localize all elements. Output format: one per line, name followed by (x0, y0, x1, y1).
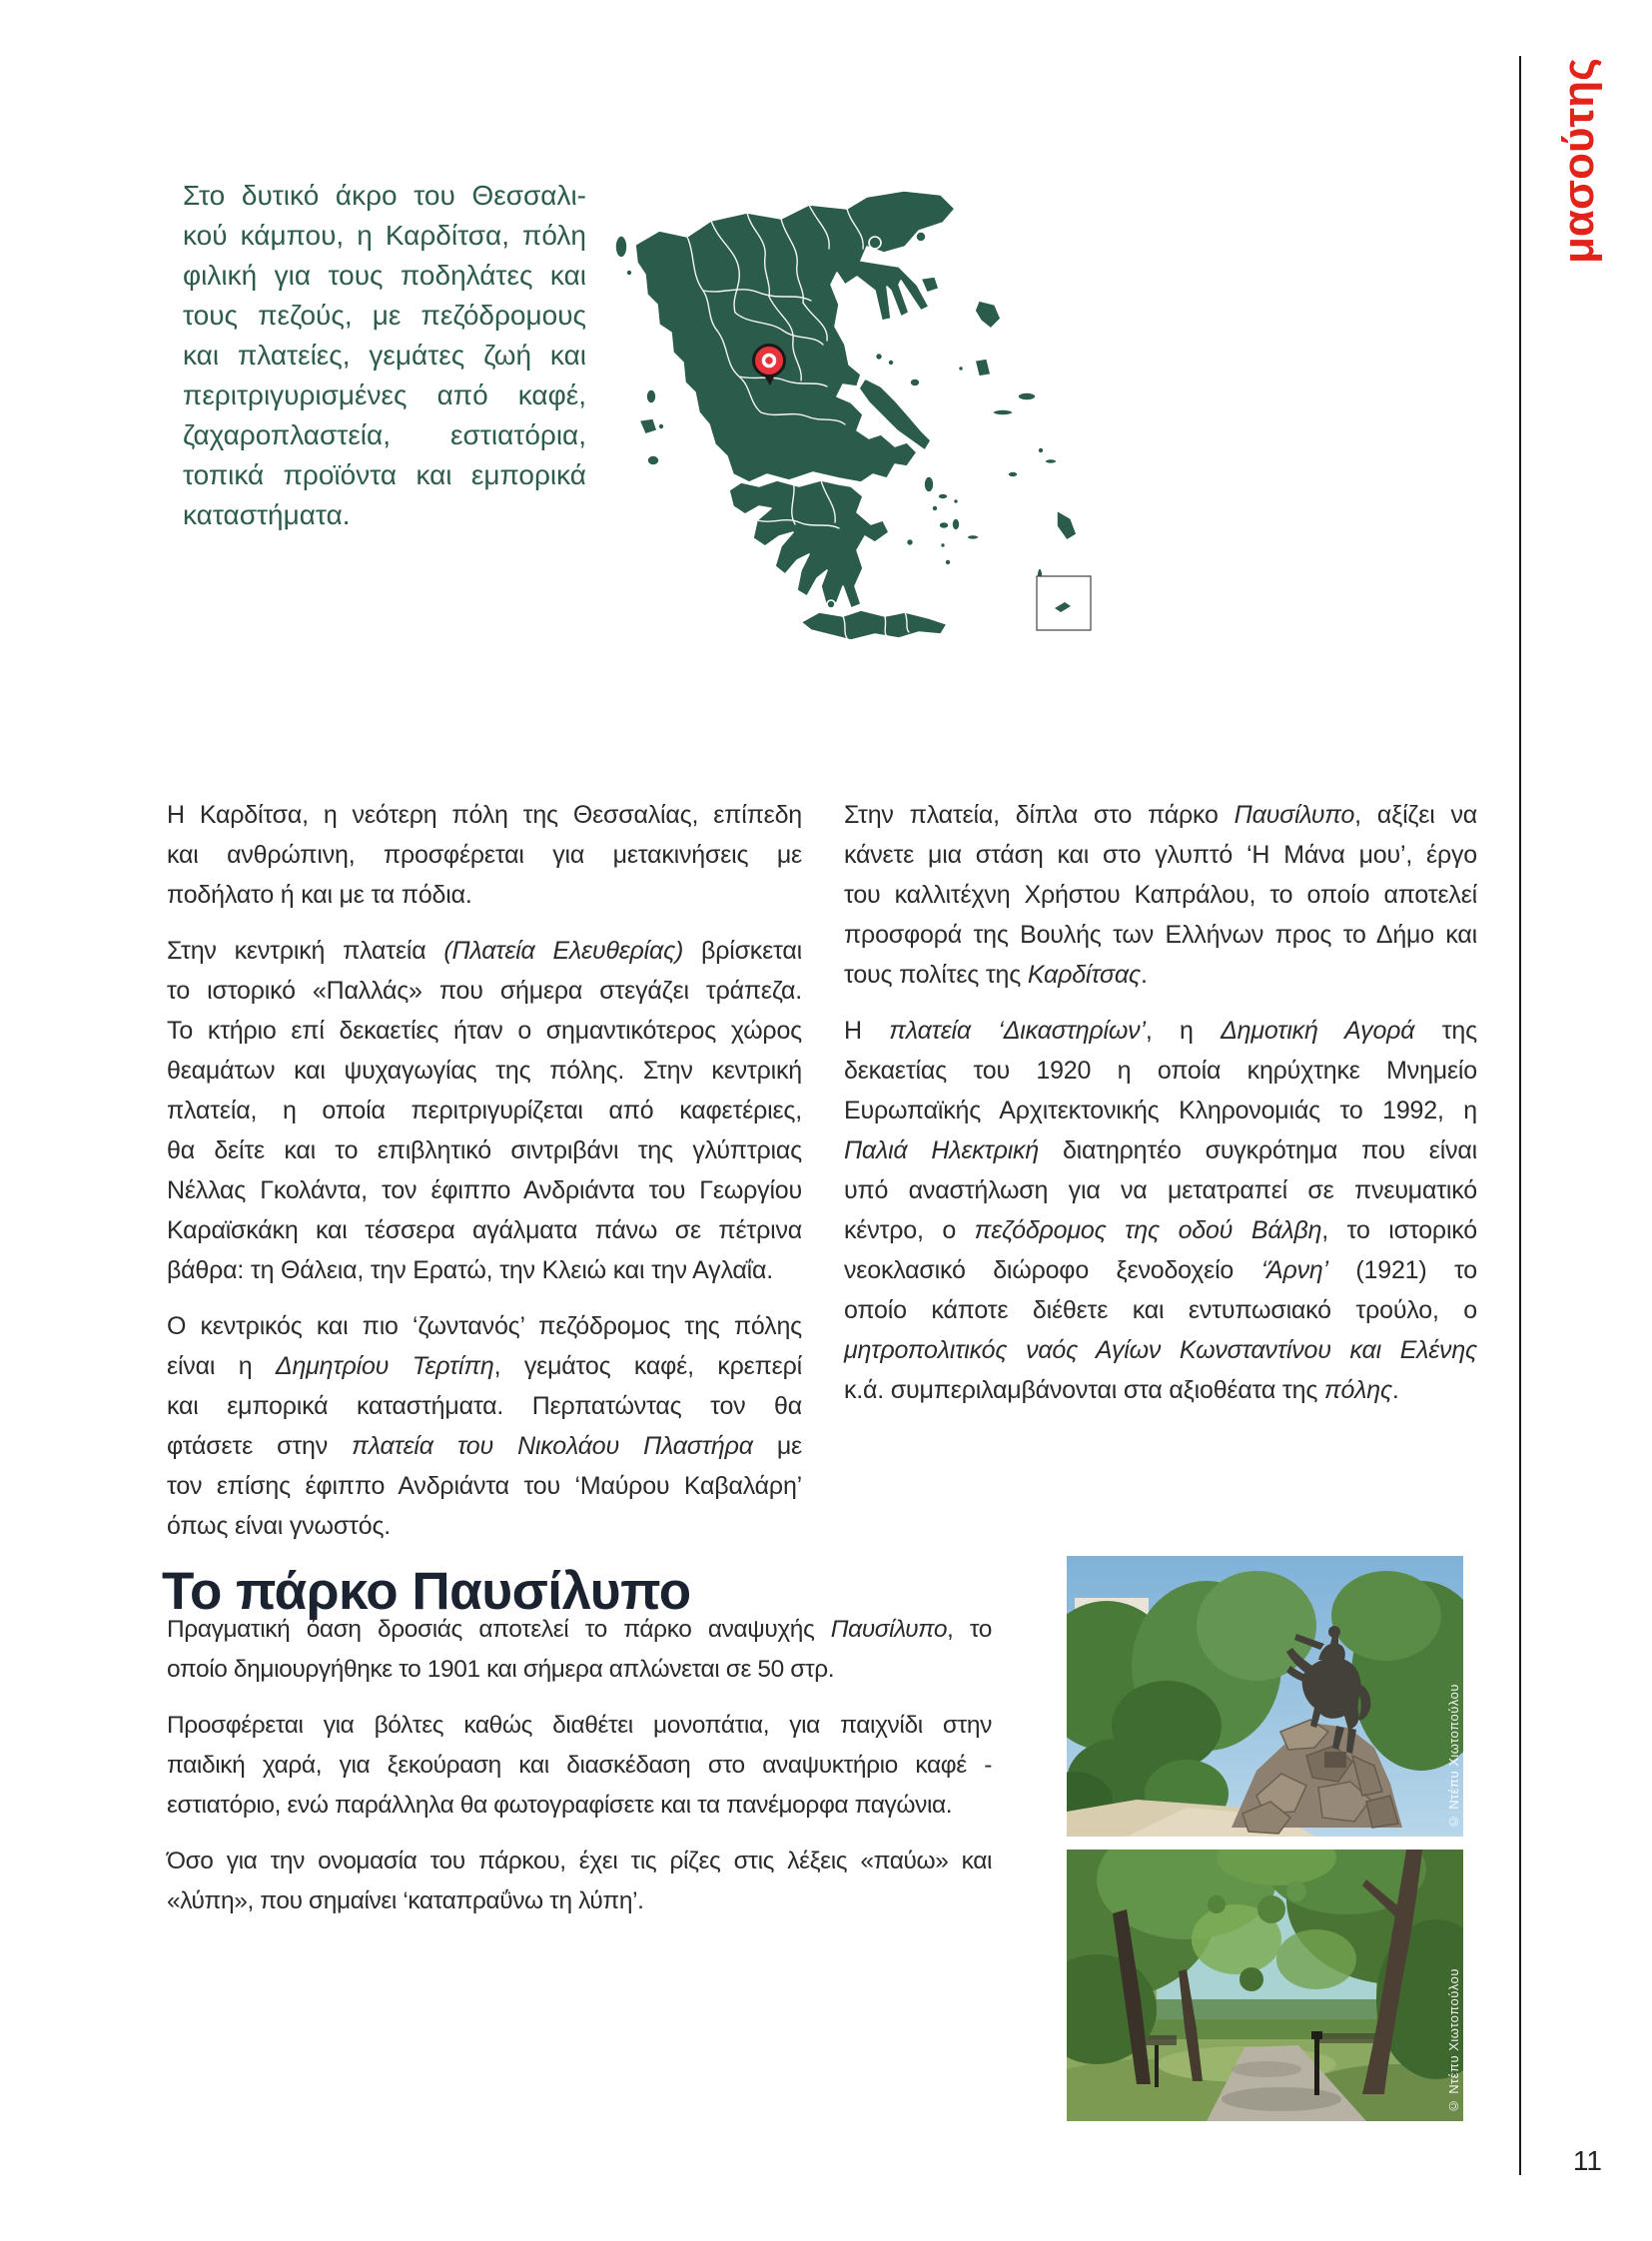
statue-photo-graphic (1067, 1556, 1463, 1837)
body-column-left (167, 795, 802, 1562)
photo-park-path (1067, 1850, 1463, 2121)
paragraph: Ο κεντρικός και πιο ‘ζωντανός’ πεζόδρομος της πόλης είναι η Δημητρίου Τερτίπη, γεμάτος καφέ, κρεπερί και εμπορικά καταστήματα. Περπατώντας τον θα φτάσετε στην πλατεία του Νικολάου Πλαστήρα με τον επίσης έφιππο Ανδριάντα του ‘Μαύρου Καβαλάρη’ όπως είναι γνωστός. (167, 1312, 802, 1540)
paragraph: Στην κεντρική πλατεία (Πλατεία Ελευθερίας) βρίσκεται το ιστορικό «Παλλάς» που σήμερα στεγάζει τράπεζα. Το κτήριο επί δεκαετίες ήταν ο σημαντικότερος χώρος θεαμάτων και ψυχαγωγίας της πόλης. Στην κεντρική πλατεία, η οποία περιτριγυρίζεται από καφετέριες, θα δείτε και το επιβλητικό σιντριβάνι της γλύπτριας Νέλλας Γκολάντα, τον έφιππο Ανδριάντα του Γεωργίου Καραϊσκάκη και τέσσερα αγάλματα πάνω σε πέτρινα βάθρα: τη Θάλεια, την Ερατώ, την Κλειώ και την Αγλαΐα. (167, 937, 802, 1284)
paragraph: Η Καρδίτσα, η νεότερη πόλη της Θεσσαλίας, επίπεδη και ανθρώπινη, προσφέρεται για μετακινήσεις με ποδήλατο ή και με τα πόδια. (167, 801, 802, 909)
greece-map-graphic (599, 135, 1099, 649)
park-photo-graphic (1067, 1850, 1463, 2121)
photo-credit: © Ντέπυ Χιωτοπούλου (1446, 1683, 1461, 1829)
intro-paragraph: Στο δυτικό άκρο του Θεσσαλι- κού κάμπου, η Καρδίτσα, πόλη φιλική για τους ποδηλάτες και τους πεζούς, με πεζόδρομους και πλατείες, γεμάτες ζωή και περιτριγυρισμένες από καφέ, ζαχαροπλαστεία, εστιατόρια, τοπικά προϊόντα και εμπορικά καταστήματα. (183, 180, 586, 530)
section-paragraphs (167, 1610, 992, 1937)
brand-logo: μασούτης (1554, 58, 1603, 264)
photo-credit: © Ντέπυ Χιωτοπούλου (1446, 1967, 1461, 2113)
greece-map (599, 135, 1099, 649)
map-inset-box (1037, 576, 1091, 630)
paragraph: Προσφέρεται για βόλτες καθώς διαθέτει μονοπάτια, για παιχνίδι στην παιδική χαρά, για ξεκούραση και διασκέδαση στο αναψυκτήριο καφέ - εστιατόριο, ενώ παράλληλα θα φωτογραφίσετε και τα πανέμορφα παγώνια. (167, 1712, 992, 1819)
photo-statue (1067, 1556, 1463, 1837)
paragraph: Πραγματική όαση δροσιάς αποτελεί το πάρκο αναψυχής Παυσίλυπο, το οποίο δημιουργήθηκε το 1901 και σήμερα απλώνεται σε 50 στρ. (167, 1616, 992, 1683)
paragraph: Η πλατεία ‘Δικαστηρίων’, η Δημοτική Αγορά της δεκαετίας του 1920 η οποία κηρύχτηκε Μνημείο Ευρωπαϊκής Αρχιτεκτονικής Κληρονομιάς το 1992, η Παλιά Ηλεκτρική διατηρητέο συγκρότημα που είναι υπό αναστήλωση για να μετατραπεί σε πνευματικό κέντρο, ο πεζόδρομος της οδού Βάλβη, το ιστορικό νεοκλασικό διώροφο ξενοδοχείο ‘Άρνη’ (1921) το οποίο κάποτε διέθετε και εντυπωσιακό τρούλο, ο μητροπολιτικός ναός Αγίων Κωνσταντίνου και Ελένης κ.ά. συμπεριλαμβάνονται στα αξιοθέατα της πόλης. (844, 1017, 1477, 1404)
vertical-rule (1519, 56, 1521, 2175)
page-number: 11 (1572, 2145, 1602, 2176)
paragraph: Στην πλατεία, δίπλα στο πάρκο Παυσίλυπο, αξίζει να κάνετε μια στάση και στο γλυπτό ‘Η Μάνα μου’, έργο του καλλιτέχνη Χρήστου Καπράλου, το οποίο αποτελεί προσφορά της Βουλής των Ελλήνων προς το Δήμο και τους πολίτες της Καρδίτσας. (844, 801, 1477, 989)
paragraph: Όσο για την ονομασία του πάρκου, έχει τις ρίζες στις λέξεις «παύω» και «λύπη», που σημαίνει ‘καταπραΰνω τη λύπη’. (167, 1848, 992, 1914)
section-heading: Το πάρκο Παυσίλυπο (162, 1562, 691, 1621)
body-column-right (844, 795, 1477, 1426)
